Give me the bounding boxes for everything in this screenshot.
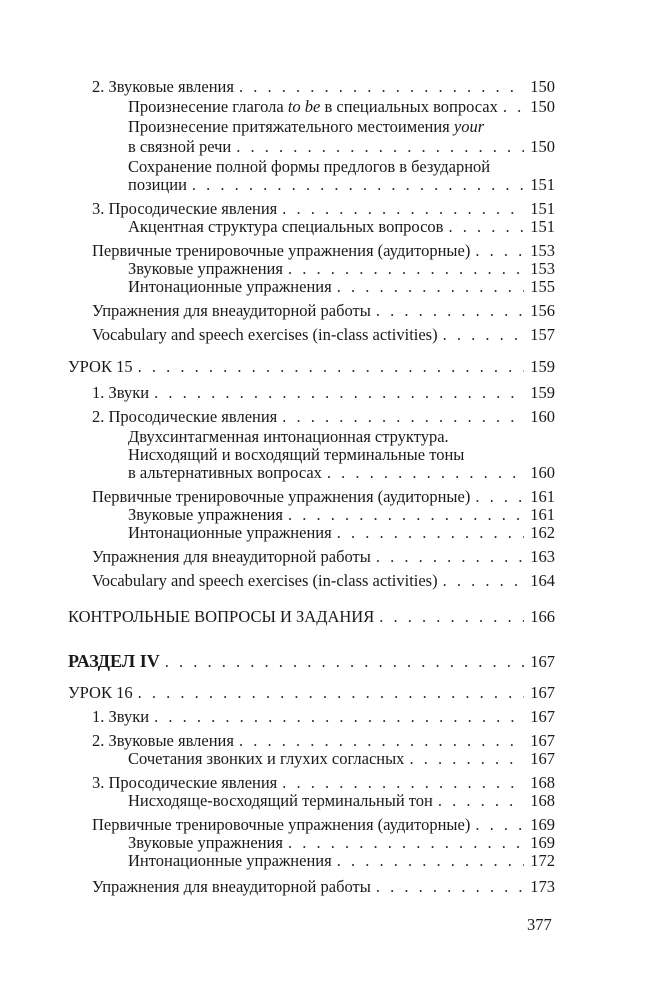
- toc-entry-title: КОНТРОЛЬНЫЕ ВОПРОСЫ И ЗАДАНИЯ: [68, 607, 375, 626]
- leader-dots: [239, 731, 524, 751]
- toc-page-number: 159: [530, 357, 555, 376]
- leader-dots: [376, 301, 524, 321]
- toc-entry: [92, 241, 555, 261]
- toc-page-number: 161: [530, 487, 555, 506]
- toc-entry: [68, 651, 555, 672]
- toc-entry: [128, 505, 555, 525]
- toc-entry: [128, 523, 555, 543]
- toc-entry-title: Интонационные упражнения: [128, 277, 332, 296]
- toc-entry: [128, 217, 555, 237]
- leader-dots: [138, 683, 525, 703]
- toc-page-number: 169: [530, 815, 555, 834]
- toc-entry-title: 2. Звуковые явления: [92, 731, 234, 750]
- toc-page-number: 167: [530, 731, 555, 750]
- title-part: Произнесение притяжательного местоимения: [128, 117, 454, 136]
- toc-entry: [92, 571, 555, 591]
- toc-page-number: 162: [530, 523, 555, 542]
- toc-entry-title: Звуковые упражнения: [128, 259, 283, 278]
- leader-dots: [337, 523, 525, 543]
- toc-entry-title: УРОК 16: [68, 683, 133, 702]
- toc-entry-title: Звуковые упражнения: [128, 505, 283, 524]
- leader-dots: [288, 259, 524, 279]
- title-italic: to be: [287, 97, 321, 116]
- title-italic: your: [453, 117, 485, 136]
- toc-page-number: 166: [530, 607, 555, 626]
- toc-entry: [92, 487, 555, 507]
- leader-dots: [337, 851, 525, 871]
- leader-dots: [337, 277, 525, 297]
- toc-page-number: 172: [530, 851, 555, 870]
- toc-entry: [128, 259, 555, 279]
- leader-dots: [327, 463, 524, 483]
- toc-entry: [92, 383, 555, 403]
- toc-page-number: 161: [530, 505, 555, 524]
- toc-entry-title: Акцентная структура специальных вопросов: [128, 217, 444, 236]
- toc-entry-title: Сочетания звонких и глухих согласных: [128, 749, 405, 768]
- toc-entry-title: 3. Просодические явления: [92, 199, 278, 218]
- toc-entry-title: Упражнения для внеаудиторной работы: [92, 301, 371, 320]
- toc-page-number: 155: [530, 277, 555, 296]
- toc-page-number: 156: [530, 301, 555, 320]
- toc-page-number: 150: [530, 77, 555, 96]
- leader-dots: [288, 833, 524, 853]
- toc-page-number: 157: [530, 325, 555, 344]
- leader-dots: [282, 199, 524, 219]
- toc-page-number: 173: [530, 877, 555, 896]
- toc-page-number: 167: [530, 707, 555, 726]
- toc-entry-title: Двухсинтагменная интонационная структура.: [128, 427, 449, 446]
- toc-entry: [128, 463, 555, 483]
- toc-entry-title: 2. Просодические явления: [92, 407, 278, 426]
- toc-page-number: 160: [530, 463, 555, 482]
- toc-page-number: 164: [530, 571, 555, 590]
- toc-page-number: 167: [530, 652, 555, 671]
- leader-dots: [409, 749, 524, 769]
- leader-dots: [438, 791, 524, 811]
- toc-entry: [92, 707, 555, 727]
- leader-dots: [503, 97, 524, 117]
- toc-entry-title: Упражнения для внеаудиторной работы: [92, 547, 371, 566]
- toc-entry-title: РАЗДЕЛ IV: [68, 651, 160, 671]
- leader-dots: [376, 877, 524, 897]
- toc-page-number: 151: [530, 175, 555, 194]
- toc-entry-title: Упражнения для внеаудиторной работы: [92, 877, 371, 896]
- toc-entry-title: Vocabulary and speech exercises (in-class activities): [92, 571, 438, 590]
- toc-page-number: 151: [530, 199, 555, 218]
- leader-dots: [475, 487, 524, 507]
- toc-page-number: 150: [530, 137, 555, 156]
- toc-page-number: 150: [530, 97, 555, 116]
- toc-entry: [92, 815, 555, 835]
- toc-entry: [128, 791, 555, 811]
- toc-entry-title: в альтернативных вопросах: [128, 463, 322, 482]
- toc-entry: [128, 851, 555, 871]
- toc-entry-title: Нисходяще-восходящий терминальный тон: [128, 791, 433, 810]
- toc-entry-title: Интонационные упражнения: [128, 523, 332, 542]
- toc-entry-title: Интонационные упражнения: [128, 851, 332, 870]
- toc-entry: [68, 357, 555, 377]
- toc-entry: [128, 175, 555, 195]
- toc-entry: [128, 833, 555, 853]
- page-number: 377: [527, 915, 552, 934]
- toc-page-number: 151: [530, 217, 555, 236]
- leader-dots: [236, 137, 524, 157]
- toc-entry: [68, 683, 555, 703]
- leader-dots: [154, 383, 524, 403]
- toc-page-number: 159: [530, 383, 555, 402]
- toc-entry-title: в связной речи: [128, 137, 232, 156]
- toc-page-number: 153: [530, 259, 555, 278]
- leader-dots: [282, 407, 524, 427]
- leader-dots: [379, 607, 524, 627]
- toc-entry: [128, 277, 555, 297]
- toc-page-number: 153: [530, 241, 555, 260]
- toc-entry: [92, 407, 555, 427]
- toc-entry-title: Звуковые упражнения: [128, 833, 283, 852]
- toc-entry: [92, 731, 555, 751]
- leader-dots: [475, 241, 524, 261]
- toc-entry: [92, 199, 555, 219]
- toc-entry-title: 1. Звуки: [92, 707, 150, 726]
- leader-dots: [443, 325, 525, 345]
- toc-entry: [92, 547, 555, 567]
- leader-dots: [443, 571, 525, 591]
- toc-entry-title: Vocabulary and speech exercises (in-class activities): [92, 325, 438, 344]
- leader-dots: [288, 505, 524, 525]
- toc-entry: [92, 773, 555, 793]
- toc-page-number: 163: [530, 547, 555, 566]
- toc-entry: [128, 97, 555, 117]
- toc-page-number: 167: [530, 749, 555, 768]
- toc-entry-title: Нисходящий и восходящий терминальные тоны: [128, 445, 465, 464]
- toc-entry-title: [128, 117, 484, 137]
- toc-page-number: 168: [530, 791, 555, 810]
- title-part: Произнесение глагола: [128, 97, 288, 116]
- title-part: в специальных вопросах: [320, 97, 498, 116]
- leader-dots: [239, 77, 524, 97]
- toc-entry-title: УРОК 15: [68, 357, 133, 376]
- toc-entry-title: Сохранение полной формы предлогов в безударной: [128, 157, 491, 176]
- toc-entry: [92, 325, 555, 345]
- toc-entry: [92, 77, 555, 97]
- leader-dots: [165, 652, 525, 672]
- toc-entry-title: Первичные тренировочные упражнения (аудиторные): [92, 487, 471, 506]
- leader-dots: [154, 707, 524, 727]
- leader-dots: [282, 773, 524, 793]
- toc-page-number: 160: [530, 407, 555, 426]
- toc-entry-title: Первичные тренировочные упражнения (аудиторные): [92, 815, 471, 834]
- toc-entry: [68, 607, 555, 627]
- leader-dots: [475, 815, 524, 835]
- leader-dots: [192, 175, 524, 195]
- toc-entry-title: Первичные тренировочные упражнения (аудиторные): [92, 241, 471, 260]
- toc-entry-title: 2. Звуковые явления: [92, 77, 234, 96]
- toc-page-number: 168: [530, 773, 555, 792]
- toc-entry-title: 3. Просодические явления: [92, 773, 278, 792]
- toc-entry: [128, 749, 555, 769]
- leader-dots: [138, 357, 525, 377]
- toc-entry-title: позиции: [128, 175, 187, 194]
- leader-dots: [448, 217, 524, 237]
- toc-page-number: 169: [530, 833, 555, 852]
- toc-entry: [128, 137, 555, 157]
- toc-page-number: 167: [530, 683, 555, 702]
- toc-entry: [92, 877, 555, 897]
- toc-entry: [92, 301, 555, 321]
- leader-dots: [376, 547, 524, 567]
- toc-entry-title: 1. Звуки: [92, 383, 150, 402]
- toc-entry-title: [128, 97, 498, 117]
